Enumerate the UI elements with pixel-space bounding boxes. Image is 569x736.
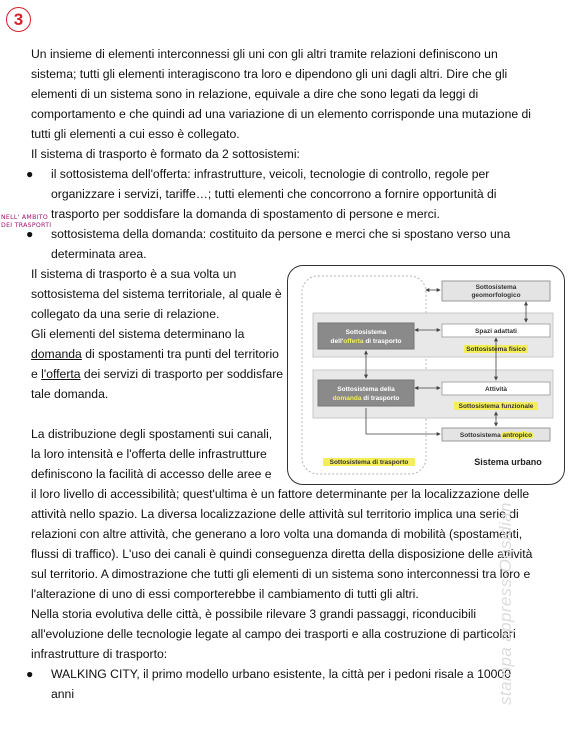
bullet-dot: ● [26, 227, 34, 241]
paragraph-line: all'evoluzione delle tecnologie legate al campo dei trasporti e alla costruzione di particolari [31, 627, 516, 641]
geo-label-2: geomorfologico [471, 292, 521, 299]
paragraph-line: tutti gli elementi a cui esso è collegato. [31, 127, 240, 141]
funzionale-label: Sottosistema funzionale [458, 403, 534, 410]
paragraph-line: comportamento e che quindi ad una variazione di un elemento corrisponde una mutazione di [31, 107, 532, 121]
domanda-box [318, 380, 414, 406]
bullet-walking-city: ● WALKING CITY, il primo modello urbano esistente, la città per i pedoni risale a 10000 [51, 664, 511, 684]
paragraph-line: sistema; tutti gli elementi interagiscono tra loro e dipendono gli uni dagli altri. Dire che gli [31, 67, 508, 81]
paragraph-line: relazioni con altre attività, che generano a loro volta una domanda di mobilità (spostamenti, [31, 527, 523, 541]
domanda-label-1: Sottosistema della [337, 386, 395, 393]
page-number: 3 [6, 7, 31, 32]
geo-label-1: Sottosistema [475, 284, 517, 291]
paragraph-line: tale domanda. [31, 387, 109, 401]
paragraph-line: collegato da una serie di relazione. [31, 307, 220, 321]
offerta-box [318, 323, 414, 349]
margin-note: NELL' AMBITO DEI TRASPORTI [1, 214, 52, 229]
paragraph-line: attività nello spazio. La diversa localizzazione delle attività sul territorio implica una serie di [31, 507, 519, 521]
spazi-label: Spazi adattati [475, 328, 517, 335]
paragraph-line: sottosistema del sistema territoriale, al quale è [31, 287, 282, 301]
domanda-label-2: domanda di trasporto [332, 395, 400, 402]
underlined-domanda: domanda [31, 347, 82, 361]
fisico-label: Sottosistema fisico [466, 346, 526, 353]
bullet-line: anni [51, 687, 75, 701]
underlined-offerta: l'offerta [41, 367, 81, 381]
bullet-line: determinata area. [51, 247, 147, 261]
transport-subsystem-label: Sottosistema di trasporto [329, 459, 409, 466]
paragraph-line: Un insieme di elementi interconnessi gli uni con gli altri tramite relazioni definiscono un [31, 47, 498, 61]
bullet-offerta: ● il sottosistema dell'offerta: infrastrutture, veicoli, tecnologie di controllo, regole per [51, 164, 489, 184]
intro-subsystems: Il sistema di trasporto è formato da 2 sottosistemi: [31, 147, 300, 161]
urban-system-diagram [287, 265, 565, 485]
antropico-label: Sottosistema antropico [459, 432, 533, 439]
bullet-dot: ● [26, 167, 34, 181]
paragraph-line: la loro intensità e l'offerta delle infrastrutture [31, 447, 267, 461]
paragraph-line: e l'offerta dei servizi di trasporto per soddisfare [31, 367, 284, 381]
paragraph-line: definiscono la facilità di accesso delle aree e [31, 467, 272, 481]
paragraph-line: infrastrutture di trasporto: [31, 647, 168, 661]
paragraph-line: Gli elementi del sistema determinano la [31, 327, 245, 341]
paragraph-line: domanda di spostamenti tra punti del territorio [31, 347, 279, 361]
paragraph-line: Il sistema di trasporto è a sua volta un [31, 267, 237, 281]
paragraph-line: Nella storia evolutiva delle città, è possibile rilevare 3 grandi passaggi, riconducibili [31, 607, 477, 621]
paragraph-line: elementi di un sistema sono in relazione, equivale a dire che sono legati da leggi di [31, 87, 479, 101]
paragraph-line: il loro livello di accessibilità; quest'ultima è un fattore determinante per la localizzazione delle [31, 487, 530, 501]
bullet-line: organizzare i servizi, tariffe…; tutti elementi che concorrono a fornire opportunità di [51, 187, 497, 201]
bullet-dot: ● [26, 667, 34, 681]
paragraph-line: La distribuzione degli spostamenti sui canali, [31, 427, 273, 441]
urban-system-label: Sistema urbano [474, 457, 542, 467]
diagram-canvas [288, 266, 563, 483]
offerta-label-1: Sottosistema [345, 329, 387, 336]
paragraph-line: l'alterazione di uno di essi comporterebbe il cambiamento di tutti gli altri. [31, 587, 419, 601]
paragraph-line: sul territorio. A dimostrazione che tutti gli elementi di un sistema sono interconnessi tra loro e [31, 567, 531, 581]
watermark: stampa appress-Obsidian [496, 502, 515, 705]
offerta-label-2: dell'offerta di trasporto [330, 338, 402, 345]
paragraph-line: flussi di traffico). L'uso dei canali è quindi conseguenza diretta della disposizione delle attività [31, 547, 533, 561]
bullet-line: trasporto per soddisfare la domanda di spostamento di persone e merci. [51, 207, 440, 221]
attivita-label: Attività [484, 386, 508, 393]
bullet-domanda: ● sottosistema della domanda: costituito da persone e merci che si spostano verso una [51, 224, 510, 244]
